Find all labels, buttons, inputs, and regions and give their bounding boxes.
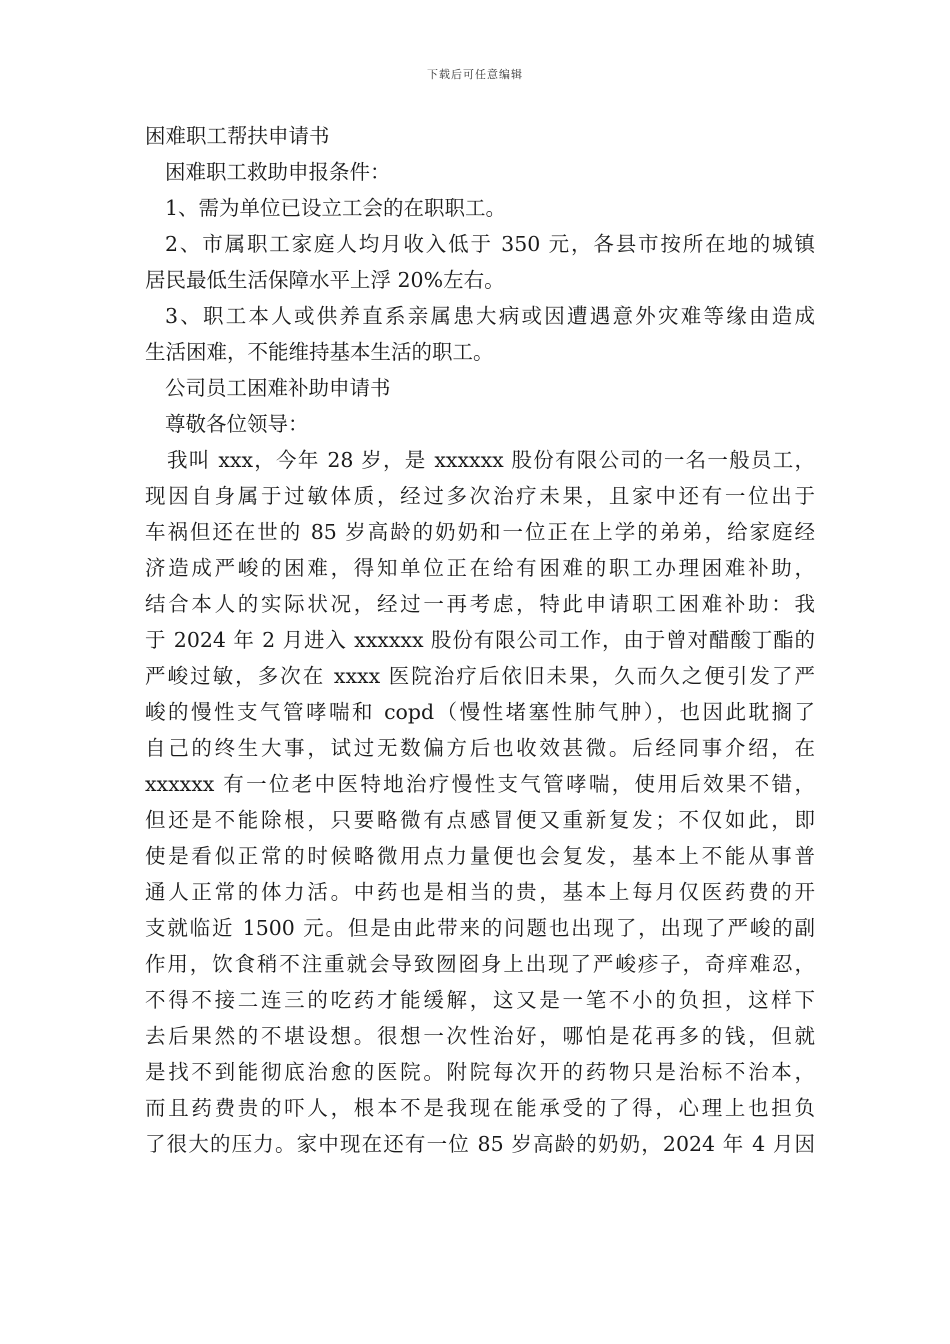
body-line: 结合本人的实际状况，经过一再考虑，特此申请职工困难补助：我 bbox=[145, 592, 815, 616]
body-line: 是找不到能彻底治愈的医院。附院每次开的药物只是治标不治本， bbox=[145, 1060, 815, 1084]
condition-item-3: 3、职工本人或供养直系亲属患大病或因遭遇意外灾难等缘由造成 bbox=[165, 304, 815, 328]
body-line: 了很大的压力。家中现在还有一位 85 岁高龄的奶奶，2024 年 4 月因 bbox=[145, 1132, 815, 1156]
body-line: 严峻过敏，多次在 xxxx 医院治疗后依旧未果，久而久之便引发了严 bbox=[145, 664, 815, 688]
body-line: 于 2024 年 2 月进入 xxxxxx 股份有限公司工作，由于曾对醋酸丁酯的 bbox=[145, 628, 815, 652]
section-heading: 困难职工救助申报条件： bbox=[165, 160, 391, 184]
body-line: 车祸但还在世的 85 岁高龄的奶奶和一位正在上学的弟弟，给家庭经 bbox=[145, 520, 815, 544]
condition-item-2: 2、市属职工家庭人均月收入低于 350 元，各县市按所在地的城镇 bbox=[165, 232, 815, 256]
body-line: 我叫 xxx，今年 28 岁，是 xxxxxx 股份有限公司的一名一般员工， bbox=[167, 448, 815, 472]
header-note: 下载后可任意编辑 bbox=[427, 68, 523, 81]
body-line: 去后果然的不堪设想。很想一次性治好，哪怕是花再多的钱，但就 bbox=[145, 1024, 815, 1048]
body-line: 现因自身属于过敏体质，经过多次治疗未果，且家中还有一位出于 bbox=[145, 484, 815, 508]
body-line: 济造成严峻的困难，得知单位正在给有困难的职工办理困难补助， bbox=[145, 556, 815, 580]
letter-title: 公司员工困难补助申请书 bbox=[165, 376, 391, 400]
body-line: 但还是不能除根，只要略微有点感冒便又重新复发；不仅如此，即 bbox=[145, 808, 815, 832]
body-line: 作用，饮食稍不注重就会导致囫囵身上出现了严峻疹子，奇痒难忍， bbox=[145, 952, 815, 976]
body-line: 不得不接二连三的吃药才能缓解，这又是一笔不小的负担，这样下 bbox=[145, 988, 815, 1012]
condition-item-2-cont: 居民最低生活保障水平上浮 20%左右。 bbox=[145, 268, 505, 292]
document-body bbox=[145, 118, 815, 1162]
body-line: xxxxxx 有一位老中医特地治疗慢性支气管哮喘，使用后效果不错， bbox=[145, 772, 815, 796]
body-line: 而且药费贵的吓人，根本不是我现在能承受的了得，心理上也担负 bbox=[145, 1096, 815, 1120]
body-line: 使是看似正常的时候略微用点力量便也会复发，基本上不能从事普 bbox=[145, 844, 815, 868]
body-line: 支就临近 1500 元。但是由此带来的问题也出现了，出现了严峻的副 bbox=[145, 916, 815, 940]
condition-item-1: 1、需为单位已设立工会的在职职工。 bbox=[165, 196, 507, 220]
body-line: 通人正常的体力活。中药也是相当的贵，基本上每月仅医药费的开 bbox=[145, 880, 815, 904]
condition-item-3-cont: 生活困难，不能维持基本生活的职工。 bbox=[145, 340, 494, 364]
body-line: 自己的终生大事，试过无数偏方后也收效甚微。后经同事介绍，在 bbox=[145, 736, 815, 760]
salutation: 尊敬各位领导： bbox=[165, 412, 309, 436]
body-line: 峻的慢性支气管哮喘和 copd（慢性堵塞性肺气肿），也因此耽搁了 bbox=[145, 700, 815, 724]
document-title: 困难职工帮扶申请书 bbox=[145, 124, 330, 148]
